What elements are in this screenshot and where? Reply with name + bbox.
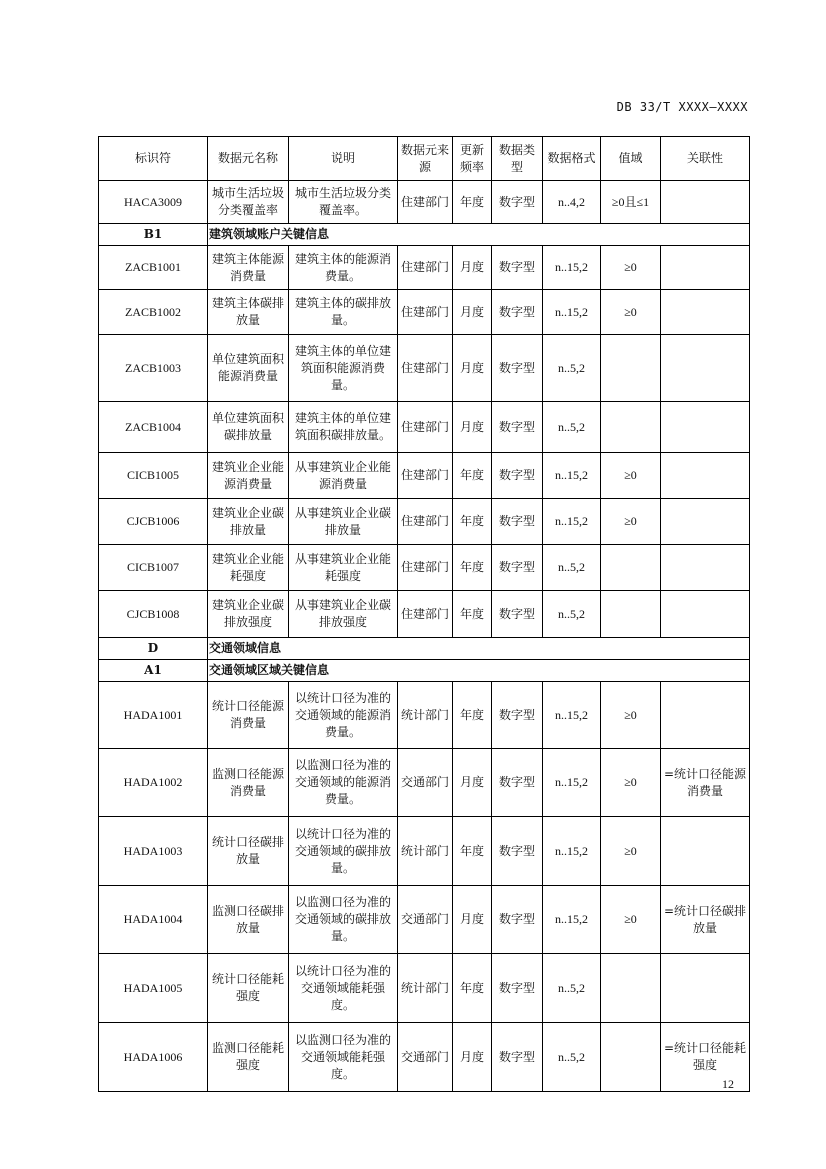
cell-identifier: CJCB1006 <box>99 499 208 545</box>
cell-relation <box>661 954 750 1023</box>
cell-relation <box>661 817 750 886</box>
cell-relation: =统计口径碳排放量 <box>661 886 750 954</box>
cell-relation: =统计口径能耗强度 <box>661 1023 750 1092</box>
cell-description: 建筑主体的碳排放量。 <box>289 290 398 335</box>
table-row <box>99 453 750 499</box>
cell-identifier: CICB1007 <box>99 545 208 591</box>
cell-identifier: HADA1005 <box>99 954 208 1023</box>
cell-source: 住建部门 <box>398 290 453 335</box>
cell-element-name: 统计口径能源消费量 <box>208 682 289 749</box>
section-title: 交通领域区域关键信息 <box>208 660 750 682</box>
cell-relation <box>661 453 750 499</box>
section-code: B1 <box>99 224 208 246</box>
cell-frequency: 年度 <box>453 181 492 224</box>
cell-element-name: 监测口径碳排放量 <box>208 886 289 954</box>
table-header-row <box>99 137 750 181</box>
cell-source: 住建部门 <box>398 453 453 499</box>
col-header-identifier: 标识符 <box>99 137 208 181</box>
cell-element-name: 城市生活垃圾分类覆盖率 <box>208 181 289 224</box>
cell-description: 以监测口径为准的交通领域能耗强度。 <box>289 1023 398 1092</box>
cell-identifier: HADA1001 <box>99 682 208 749</box>
section-code: A1 <box>99 660 208 682</box>
cell-value-range: ≥0 <box>601 817 661 886</box>
cell-data-type: 数字型 <box>492 886 543 954</box>
table-row <box>99 290 750 335</box>
cell-data-format: n..15,2 <box>543 290 601 335</box>
cell-element-name: 统计口径能耗强度 <box>208 954 289 1023</box>
section-code: D <box>99 638 208 660</box>
cell-description: 以监测口径为准的交通领域的碳排放量。 <box>289 886 398 954</box>
cell-source: 统计部门 <box>398 817 453 886</box>
cell-description: 从事建筑业企业能源消费量 <box>289 453 398 499</box>
cell-relation <box>661 290 750 335</box>
cell-element-name: 统计口径碳排放量 <box>208 817 289 886</box>
cell-identifier: HADA1002 <box>99 749 208 817</box>
cell-frequency: 年度 <box>453 453 492 499</box>
cell-source: 住建部门 <box>398 402 453 453</box>
cell-value-range <box>601 402 661 453</box>
cell-value-range: ≥0 <box>601 246 661 290</box>
cell-identifier: HACA3009 <box>99 181 208 224</box>
document-code-header: DB 33/T XXXX—XXXX <box>616 100 748 114</box>
cell-element-name: 单位建筑面积碳排放量 <box>208 402 289 453</box>
cell-relation <box>661 545 750 591</box>
cell-value-range <box>601 335 661 402</box>
cell-identifier: ZACB1003 <box>99 335 208 402</box>
cell-data-format: n..15,2 <box>543 246 601 290</box>
table-row <box>99 545 750 591</box>
cell-source: 住建部门 <box>398 545 453 591</box>
cell-relation <box>661 499 750 545</box>
cell-element-name: 单位建筑面积能源消费量 <box>208 335 289 402</box>
cell-identifier: ZACB1004 <box>99 402 208 453</box>
cell-data-type: 数字型 <box>492 335 543 402</box>
cell-frequency: 月度 <box>453 886 492 954</box>
cell-frequency: 年度 <box>453 545 492 591</box>
cell-data-format: n..15,2 <box>543 682 601 749</box>
cell-data-format: n..5,2 <box>543 1023 601 1092</box>
table-row <box>99 591 750 638</box>
table-row <box>99 954 750 1023</box>
cell-element-name: 建筑业企业能源消费量 <box>208 453 289 499</box>
cell-frequency: 月度 <box>453 1023 492 1092</box>
cell-data-type: 数字型 <box>492 817 543 886</box>
cell-element-name: 建筑业企业碳排放量 <box>208 499 289 545</box>
cell-element-name: 建筑主体碳排放量 <box>208 290 289 335</box>
cell-frequency: 年度 <box>453 817 492 886</box>
cell-source: 交通部门 <box>398 886 453 954</box>
cell-data-type: 数字型 <box>492 181 543 224</box>
cell-identifier: CJCB1008 <box>99 591 208 638</box>
cell-identifier: HADA1004 <box>99 886 208 954</box>
cell-data-type: 数字型 <box>492 545 543 591</box>
cell-frequency: 年度 <box>453 591 492 638</box>
cell-source: 住建部门 <box>398 246 453 290</box>
cell-identifier: HADA1003 <box>99 817 208 886</box>
cell-data-type: 数字型 <box>492 682 543 749</box>
col-header-source: 数据元来源 <box>398 137 453 181</box>
cell-relation <box>661 682 750 749</box>
cell-source: 住建部门 <box>398 591 453 638</box>
cell-element-name: 监测口径能耗强度 <box>208 1023 289 1092</box>
cell-data-format: n..5,2 <box>543 335 601 402</box>
cell-data-format: n..15,2 <box>543 453 601 499</box>
cell-data-format: n..15,2 <box>543 817 601 886</box>
section-row <box>99 638 750 660</box>
cell-frequency: 年度 <box>453 682 492 749</box>
cell-description: 从事建筑业企业能耗强度 <box>289 545 398 591</box>
cell-value-range <box>601 591 661 638</box>
table-row <box>99 499 750 545</box>
cell-identifier: HADA1006 <box>99 1023 208 1092</box>
cell-frequency: 月度 <box>453 290 492 335</box>
table-row <box>99 682 750 749</box>
cell-source: 住建部门 <box>398 335 453 402</box>
cell-value-range: ≥0 <box>601 290 661 335</box>
cell-source: 住建部门 <box>398 181 453 224</box>
cell-description: 建筑主体的能源消费量。 <box>289 246 398 290</box>
cell-description: 以统计口径为准的交通领域能耗强度。 <box>289 954 398 1023</box>
cell-description: 以统计口径为准的交通领域的碳排放量。 <box>289 817 398 886</box>
cell-description: 以统计口径为准的交通领域的能源消费量。 <box>289 682 398 749</box>
cell-frequency: 月度 <box>453 402 492 453</box>
cell-description: 城市生活垃圾分类覆盖率。 <box>289 181 398 224</box>
cell-relation <box>661 591 750 638</box>
cell-source: 统计部门 <box>398 682 453 749</box>
col-header-relation: 关联性 <box>661 137 750 181</box>
cell-data-format: n..4,2 <box>543 181 601 224</box>
cell-description: 建筑主体的单位建筑面积能源消费量。 <box>289 335 398 402</box>
cell-data-type: 数字型 <box>492 499 543 545</box>
cell-value-range <box>601 1023 661 1092</box>
cell-value-range: ≥0 <box>601 499 661 545</box>
cell-data-type: 数字型 <box>492 749 543 817</box>
cell-data-type: 数字型 <box>492 954 543 1023</box>
cell-data-format: n..5,2 <box>543 402 601 453</box>
table-row <box>99 749 750 817</box>
cell-relation <box>661 402 750 453</box>
col-header-data-type: 数据类型 <box>492 137 543 181</box>
cell-value-range <box>601 954 661 1023</box>
cell-data-format: n..5,2 <box>543 954 601 1023</box>
section-title: 交通领域信息 <box>208 638 750 660</box>
section-title: 建筑领域账户关键信息 <box>208 224 750 246</box>
cell-relation <box>661 246 750 290</box>
cell-data-type: 数字型 <box>492 290 543 335</box>
cell-value-range: ≥0 <box>601 749 661 817</box>
cell-source: 交通部门 <box>398 1023 453 1092</box>
cell-relation <box>661 181 750 224</box>
col-header-description: 说明 <box>289 137 398 181</box>
cell-data-type: 数字型 <box>492 246 543 290</box>
cell-data-format: n..15,2 <box>543 499 601 545</box>
col-header-value-range: 值域 <box>601 137 661 181</box>
section-row <box>99 224 750 246</box>
table-row <box>99 402 750 453</box>
table-row <box>99 335 750 402</box>
cell-data-format: n..15,2 <box>543 886 601 954</box>
col-header-element-name: 数据元名称 <box>208 137 289 181</box>
cell-data-type: 数字型 <box>492 1023 543 1092</box>
cell-identifier: ZACB1001 <box>99 246 208 290</box>
table-row <box>99 817 750 886</box>
table-row <box>99 1023 750 1092</box>
col-header-frequency: 更新频率 <box>453 137 492 181</box>
table-row <box>99 886 750 954</box>
data-element-table <box>98 136 750 1092</box>
cell-frequency: 年度 <box>453 954 492 1023</box>
cell-data-format: n..15,2 <box>543 749 601 817</box>
cell-source: 交通部门 <box>398 749 453 817</box>
cell-relation: =统计口径能源消费量 <box>661 749 750 817</box>
col-header-data-format: 数据格式 <box>543 137 601 181</box>
cell-identifier: CICB1005 <box>99 453 208 499</box>
cell-description: 以监测口径为准的交通领域的能源消费量。 <box>289 749 398 817</box>
cell-identifier: ZACB1002 <box>99 290 208 335</box>
table-row <box>99 181 750 224</box>
cell-value-range: ≥0且≤1 <box>601 181 661 224</box>
cell-value-range: ≥0 <box>601 682 661 749</box>
cell-description: 建筑主体的单位建筑面积碳排放量。 <box>289 402 398 453</box>
cell-element-name: 建筑主体能源消费量 <box>208 246 289 290</box>
table-row <box>99 246 750 290</box>
cell-data-format: n..5,2 <box>543 545 601 591</box>
cell-data-type: 数字型 <box>492 453 543 499</box>
cell-data-type: 数字型 <box>492 402 543 453</box>
cell-value-range: ≥0 <box>601 453 661 499</box>
cell-value-range: ≥0 <box>601 886 661 954</box>
cell-source: 统计部门 <box>398 954 453 1023</box>
table-body <box>99 181 750 1092</box>
cell-source: 住建部门 <box>398 499 453 545</box>
cell-data-format: n..5,2 <box>543 591 601 638</box>
page-number: 12 <box>722 1077 734 1091</box>
cell-element-name: 建筑业企业能耗强度 <box>208 545 289 591</box>
cell-relation <box>661 335 750 402</box>
section-row <box>99 660 750 682</box>
cell-frequency: 月度 <box>453 749 492 817</box>
cell-value-range <box>601 545 661 591</box>
cell-data-type: 数字型 <box>492 591 543 638</box>
cell-frequency: 年度 <box>453 499 492 545</box>
cell-frequency: 月度 <box>453 246 492 290</box>
cell-description: 从事建筑业企业碳排放强度 <box>289 591 398 638</box>
cell-description: 从事建筑业企业碳排放量 <box>289 499 398 545</box>
cell-element-name: 建筑业企业碳排放强度 <box>208 591 289 638</box>
cell-element-name: 监测口径能源消费量 <box>208 749 289 817</box>
cell-frequency: 月度 <box>453 335 492 402</box>
